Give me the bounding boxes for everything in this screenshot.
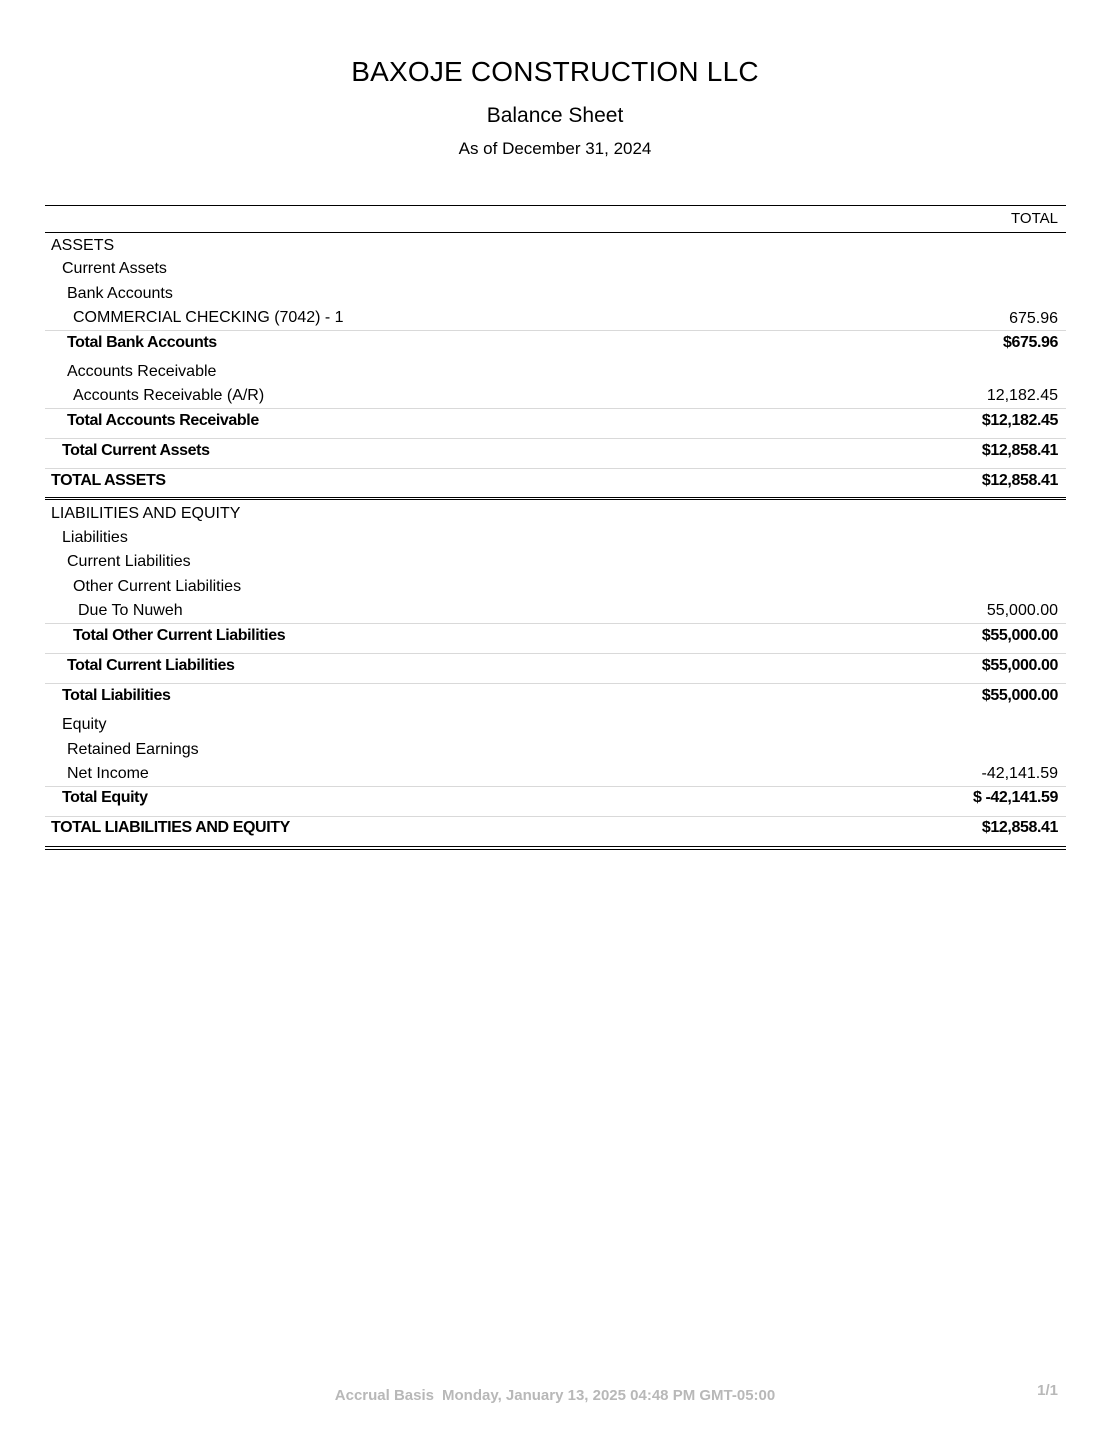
table-row — [45, 738, 1066, 762]
table-row — [45, 550, 1066, 575]
row-amount: -42,141.59 — [981, 765, 1058, 782]
table-row — [45, 654, 1066, 684]
table-row — [45, 385, 1066, 409]
row-label: Due To Nuweh — [78, 602, 183, 619]
table-row — [45, 306, 1066, 331]
column-header-total: TOTAL — [1011, 210, 1058, 227]
report-footer — [0, 1387, 1110, 1404]
row-amount: $12,858.41 — [981, 819, 1058, 836]
accounting-basis: Accrual Basis — [334, 1387, 435, 1404]
row-amount: $675.96 — [1002, 334, 1058, 351]
report-timestamp: Monday, January 13, 2025 04:48 PM GMT-05:00 — [442, 1387, 776, 1404]
row-label: Total Current Assets — [62, 442, 210, 459]
report-date: As of December 31, 2024 — [458, 139, 652, 158]
table-row — [45, 409, 1066, 439]
row-label: Total Liabilities — [62, 687, 171, 704]
row-label: LIABILITIES AND EQUITY — [51, 505, 241, 522]
row-label: Retained Earnings — [67, 741, 199, 758]
table-row — [45, 526, 1066, 550]
row-amount: 55,000.00 — [986, 602, 1058, 619]
table-row — [45, 500, 1066, 526]
row-label: Equity — [62, 716, 107, 733]
row-amount: $12,858.41 — [981, 472, 1058, 489]
row-label: Liabilities — [62, 529, 128, 546]
page-number: 1/1 — [1037, 1382, 1058, 1399]
row-label: Total Other Current Liabilities — [73, 627, 286, 644]
row-label: TOTAL LIABILITIES AND EQUITY — [51, 819, 290, 836]
row-amount: $55,000.00 — [981, 657, 1058, 674]
row-label: Accounts Receivable (A/R) — [73, 387, 265, 404]
table-row — [45, 762, 1066, 787]
row-amount: $ -42,141.59 — [972, 789, 1058, 806]
row-label: Bank Accounts — [67, 285, 173, 302]
company-name: BAXOJE CONSTRUCTION LLC — [351, 56, 759, 87]
row-label: Total Equity — [62, 789, 148, 806]
report-title: Balance Sheet — [486, 104, 624, 127]
row-label: ASSETS — [51, 237, 115, 254]
row-amount: 12,182.45 — [986, 387, 1058, 404]
row-label: Net Income — [67, 765, 149, 782]
table-row — [45, 360, 1066, 385]
table-row — [45, 575, 1066, 599]
row-label: Current Liabilities — [67, 553, 191, 570]
table-row — [45, 624, 1066, 654]
row-amount: $55,000.00 — [981, 627, 1058, 644]
table-row — [45, 233, 1066, 257]
row-label: Total Accounts Receivable — [67, 412, 259, 429]
table-row — [45, 599, 1066, 624]
row-amount: $55,000.00 — [981, 687, 1058, 704]
row-amount: $12,182.45 — [981, 412, 1058, 429]
table-row — [45, 684, 1066, 713]
row-label: TOTAL ASSETS — [51, 472, 166, 489]
table-row — [45, 331, 1066, 360]
row-label: Accounts Receivable — [67, 363, 217, 380]
column-header-row — [45, 206, 1066, 233]
row-label: Current Assets — [62, 260, 167, 277]
table-row — [45, 439, 1066, 469]
balance-sheet-table — [45, 205, 1066, 850]
table-row — [45, 817, 1066, 850]
row-label: Other Current Liabilities — [73, 578, 242, 595]
table-row — [45, 282, 1066, 306]
table-row — [45, 469, 1066, 500]
table-row — [45, 257, 1066, 282]
row-label: COMMERCIAL CHECKING (7042) - 1 — [73, 309, 344, 326]
row-label: Total Current Liabilities — [67, 657, 235, 674]
row-amount: 675.96 — [1009, 310, 1058, 327]
table-row — [45, 713, 1066, 738]
row-label: Total Bank Accounts — [67, 334, 217, 351]
row-amount: $12,858.41 — [981, 442, 1058, 459]
table-row — [45, 787, 1066, 817]
